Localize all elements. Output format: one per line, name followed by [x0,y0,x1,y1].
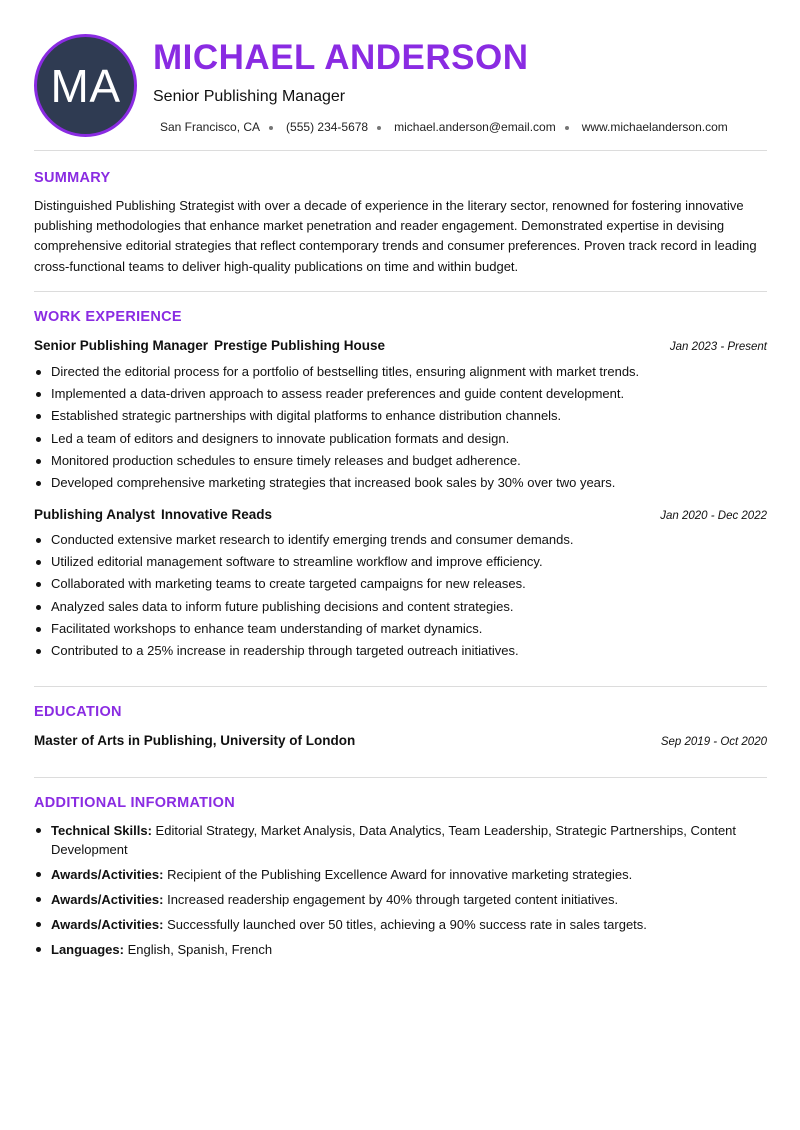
education-dates: Sep 2019 - Oct 2020 [660,736,767,748]
job-dates: Jan 2020 - Dec 2022 [660,510,767,522]
job-title [34,507,272,522]
list-item: Monitored production schedules to ensure timely releases and budget adherence. [51,450,767,472]
additional-info-heading: ADDITIONAL INFORMATION [34,795,235,811]
info-label: Awards/Activities: [51,867,164,882]
summary-text: Distinguished Publishing Strategist with over a decade of experience in the literary sector, renowned for fostering innovative publishing methodologies that enhance market penetration and reader engagement. Demonstrated expertise in devising comprehensive editorial strategies that reflect contemporary trends and consumer preferences. Proven track record in leading cross-functional teams to deliver high-quality publications on time and within budget. [34,198,757,274]
contact-bar [160,120,728,134]
candidate-name: MICHAEL ANDERSON [153,38,529,77]
candidate-title: Senior Publishing Manager [153,88,346,105]
separator-dot-icon [269,126,273,130]
list-item: Established strategic partnerships with digital platforms to enhance distribution channels. [51,405,767,427]
job-title [34,338,385,353]
info-text: Increased readership engagement by 40% through targeted content initiatives. [167,892,619,907]
job-role: Senior Publishing Manager [34,338,209,353]
job-header [34,338,767,353]
info-text: English, Spanish, French [127,942,273,957]
list-item: Conducted extensive market research to identify emerging trends and consumer demands. [51,529,767,551]
info-label: Languages: [51,942,124,957]
separator-dot-icon [377,126,381,130]
list-item [51,940,771,959]
avatar [34,34,137,137]
divider [34,291,767,292]
job-bullet-list [51,361,767,494]
contact-location: San Francisco, CA [160,120,261,134]
list-item [51,890,771,909]
job-role: Publishing Analyst [34,507,156,522]
info-text: Recipient of the Publishing Excellence Award for innovative marketing strategies. [167,867,633,882]
divider [34,777,767,778]
job-company: Prestige Publishing House [214,338,386,353]
info-label: Awards/Activities: [51,892,164,907]
list-item [51,821,771,859]
education-heading: EDUCATION [34,704,122,720]
job-dates: Jan 2023 - Present [669,341,767,353]
avatar-initials: MA [50,59,121,112]
work-experience-heading: WORK EXPERIENCE [34,309,182,325]
info-label: Technical Skills: [51,823,152,838]
additional-info-list [51,821,771,965]
summary-heading: SUMMARY [34,170,111,186]
list-item: Implemented a data-driven approach to assess reader preferences and guide content development. [51,383,767,405]
info-text: Editorial Strategy, Market Analysis, Data Analytics, Team Leadership, Strategic Partnerships, Content Development [51,823,737,857]
contact-website[interactable]: www.michaelanderson.com [581,120,728,134]
divider [34,686,767,687]
divider [34,150,767,151]
job-bullet-list [51,529,767,662]
info-text: Successfully launched over 50 titles, achieving a 90% success rate in sales targets. [167,917,647,932]
list-item: Facilitated workshops to enhance team understanding of market dynamics. [51,618,767,640]
education-degree: Master of Arts in Publishing, University of London [34,733,356,748]
list-item [51,865,771,884]
list-item: Utilized editorial management software to streamline workflow and improve efficiency. [51,551,767,573]
job-company: Innovative Reads [161,507,273,522]
job-header [34,507,767,522]
list-item [51,915,771,934]
contact-email[interactable]: michael.anderson@email.com [394,120,556,134]
education-entry [34,733,767,748]
list-item: Developed comprehensive marketing strategies that increased book sales by 30% over two years. [51,472,767,494]
list-item: Collaborated with marketing teams to create targeted campaigns for new releases. [51,573,767,595]
list-item: Led a team of editors and designers to innovate publication formats and design. [51,428,767,450]
list-item: Contributed to a 25% increase in readership through targeted outreach initiatives. [51,640,767,662]
info-label: Awards/Activities: [51,917,164,932]
list-item: Analyzed sales data to inform future publishing decisions and content strategies. [51,596,767,618]
contact-phone: (555) 234-5678 [286,120,369,134]
list-item: Directed the editorial process for a portfolio of bestselling titles, ensuring alignment with market trends. [51,361,767,383]
separator-dot-icon [565,126,569,130]
